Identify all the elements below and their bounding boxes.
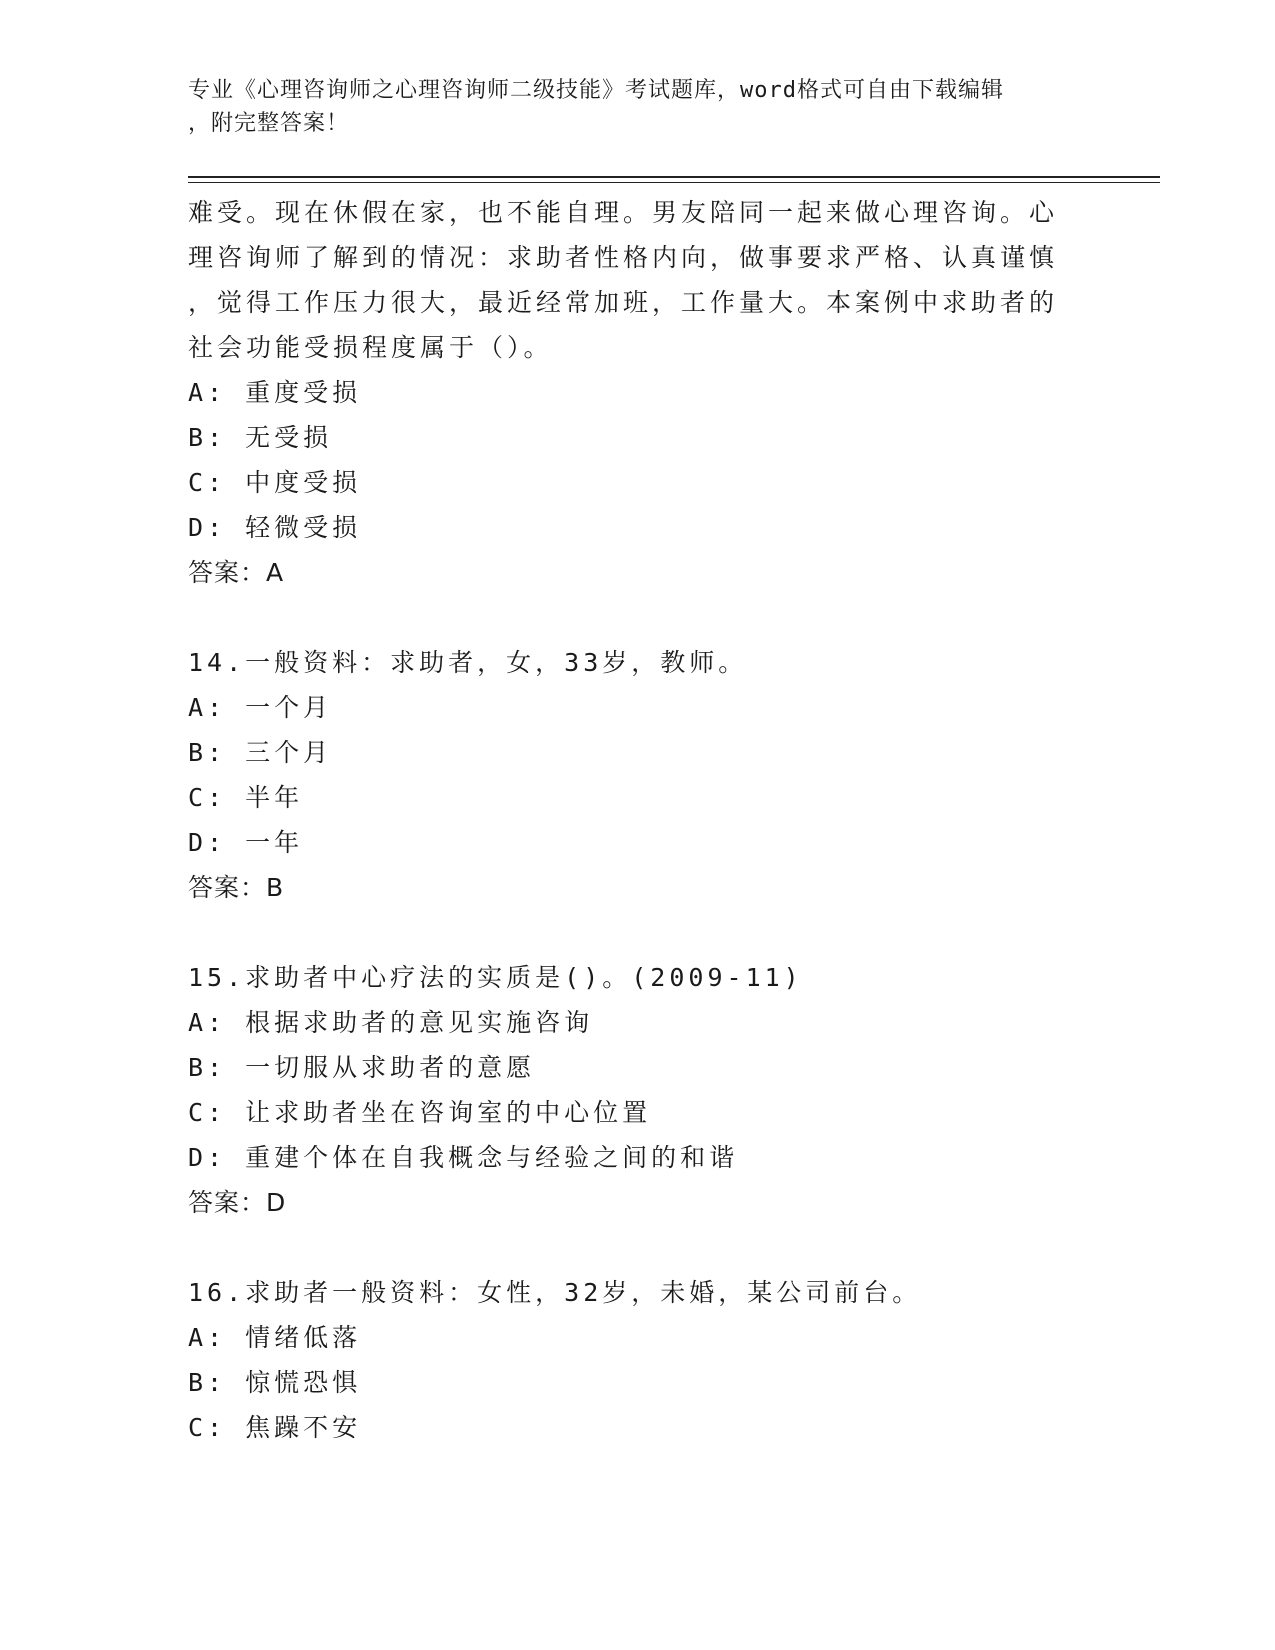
header-line-1: 专业《心理咨询师之心理咨询师二级技能》考试题库，word格式可自由下载编辑 [188, 78, 1004, 103]
question-stem-line: 难受。现在休假在家，也不能自理。男友陪同一起来做心理咨询。心 [188, 198, 1059, 227]
question-stem-line: ，觉得工作压力很大，最近经常加班，工作量大。本案例中求助者的 [188, 288, 1059, 317]
question-stem-line: 社会功能受损程度属于（）。 [188, 333, 553, 362]
option-d: D: 轻微受损 [188, 513, 362, 542]
question-15 [188, 955, 1078, 1225]
question-stem-line: 理咨询师了解到的情况：求助者性格内向，做事要求严格、认真谨慎 [188, 243, 1059, 272]
option-a: A: 根据求助者的意见实施咨询 [188, 1008, 594, 1037]
option-a: A: 一个月 [188, 693, 333, 722]
option-d: D: 一年 [188, 828, 304, 857]
answer: 答案：B [188, 873, 285, 902]
question-16 [188, 1270, 1078, 1450]
question-14 [188, 640, 1078, 910]
option-b: B: 三个月 [188, 738, 333, 767]
answer: 答案：A [188, 558, 285, 587]
question-list [188, 190, 1078, 1450]
spacer [188, 595, 1078, 640]
answer: 答案：D [188, 1188, 287, 1217]
option-c: C: 焦躁不安 [188, 1413, 362, 1442]
option-a: A: 情绪低落 [188, 1323, 362, 1352]
document-header [188, 74, 1068, 140]
option-a: A: 重度受损 [188, 378, 362, 407]
question-stem: 14.一般资料：求助者，女，33岁，教师。 [188, 648, 748, 677]
spacer [188, 1225, 1078, 1270]
option-b: B: 一切服从求助者的意愿 [188, 1053, 536, 1082]
option-b: B: 无受损 [188, 423, 333, 452]
option-d: D: 重建个体在自我概念与经验之间的和谐 [188, 1143, 739, 1172]
header-line-2: ，附完整答案！ [188, 111, 350, 136]
option-c: C: 让求助者坐在咨询室的中心位置 [188, 1098, 652, 1127]
spacer [188, 910, 1078, 955]
option-c: C: 中度受损 [188, 468, 362, 497]
option-b: B: 惊慌恐惧 [188, 1368, 362, 1397]
header-divider-thin [188, 182, 1160, 183]
option-c: C: 半年 [188, 783, 304, 812]
header-divider [188, 176, 1160, 178]
question-stem: 15.求助者中心疗法的实质是()。(2009-11) [188, 963, 803, 992]
question-13 [188, 190, 1078, 595]
question-stem: 16.求助者一般资料：女性，32岁，未婚，某公司前台。 [188, 1278, 922, 1307]
